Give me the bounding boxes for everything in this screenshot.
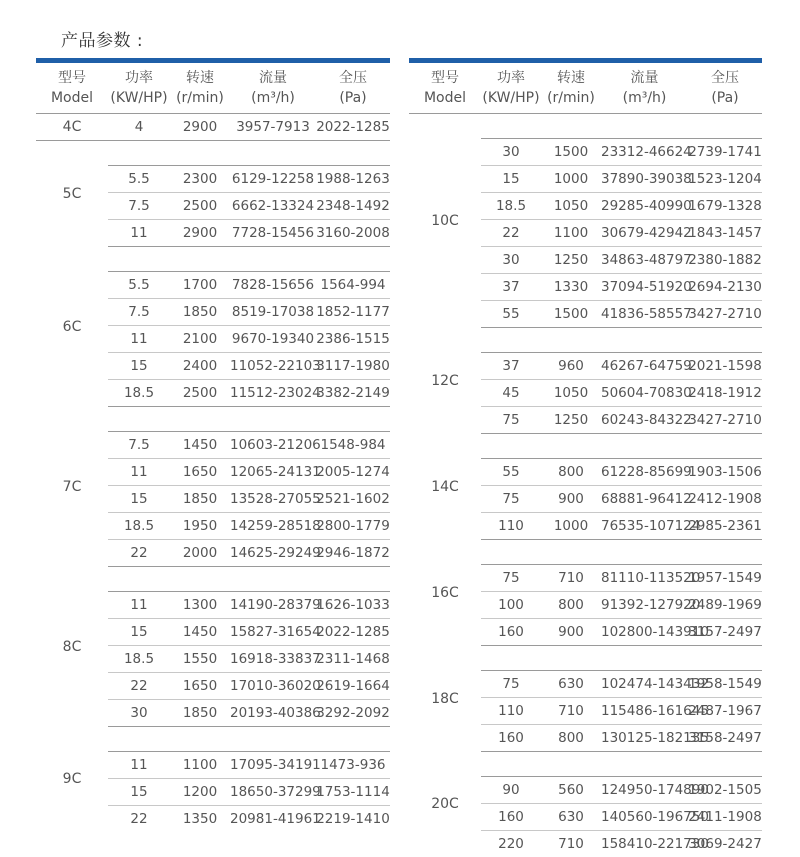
power-cell: 15 xyxy=(108,353,170,380)
header-model xyxy=(409,63,481,114)
speed-cell: 560 xyxy=(541,777,601,804)
speed-cell: 1100 xyxy=(170,752,230,779)
power-cell: 37 xyxy=(481,353,541,380)
pressure-cell: 3117-1980 xyxy=(316,353,390,380)
power-cell: 22 xyxy=(108,673,170,700)
header-airflow-zh: 流量 xyxy=(230,68,316,88)
airflow-cell: 124950-174890 xyxy=(601,777,688,804)
power-cell: 55 xyxy=(481,301,541,328)
spec-table-right xyxy=(409,63,762,857)
header-airflow-zh: 流量 xyxy=(601,68,688,88)
power-cell: 160 xyxy=(481,804,541,831)
airflow-cell: 29285-40990 xyxy=(601,193,688,220)
pressure-cell: 1903-1506 xyxy=(688,459,762,486)
pressure-cell: 2946-1872 xyxy=(316,540,390,567)
header-power-en: (KW/HP) xyxy=(108,88,170,108)
airflow-cell: 11052-22103 xyxy=(230,353,316,380)
pressure-cell: 2487-1967 xyxy=(688,698,762,725)
pressure-cell: 2005-1274 xyxy=(316,459,390,486)
pressure-cell: 3158-2497 xyxy=(688,725,762,752)
pressure-cell: 1679-1328 xyxy=(688,193,762,220)
speed-cell: 1050 xyxy=(541,380,601,407)
airflow-cell: 30679-42942 xyxy=(601,220,688,247)
spacer-cell xyxy=(481,114,762,139)
speed-cell: 1450 xyxy=(170,432,230,459)
power-cell: 15 xyxy=(108,619,170,646)
pressure-cell: 3069-2427 xyxy=(688,831,762,857)
table-row xyxy=(36,114,390,141)
pressure-cell: 2386-1515 xyxy=(316,326,390,353)
speed-cell: 800 xyxy=(541,592,601,619)
page-title: 产品参数 : xyxy=(61,26,143,51)
header-pressure-zh: 全压 xyxy=(316,68,390,88)
pressure-cell: 2985-2361 xyxy=(688,513,762,540)
airflow-cell: 20193-40386 xyxy=(230,700,316,727)
model-cell: 16C xyxy=(409,540,481,646)
model-cell: 4C xyxy=(36,114,108,141)
pressure-cell: 1852-1177 xyxy=(316,299,390,326)
header-power-zh: 功率 xyxy=(481,68,541,88)
speed-cell: 1850 xyxy=(170,486,230,513)
spacer-row xyxy=(36,247,390,272)
airflow-cell: 81110-113520 xyxy=(601,565,688,592)
airflow-cell: 16918-33837 xyxy=(230,646,316,673)
pressure-cell: 2022-1285 xyxy=(316,114,390,141)
power-cell: 18.5 xyxy=(108,646,170,673)
speed-cell: 1950 xyxy=(170,513,230,540)
airflow-cell: 20981-41961 xyxy=(230,806,316,833)
power-cell: 75 xyxy=(481,407,541,434)
power-cell: 18.5 xyxy=(108,380,170,407)
pressure-cell: 2739-1741 xyxy=(688,139,762,166)
power-cell: 22 xyxy=(108,806,170,833)
header-model-zh: 型号 xyxy=(409,68,481,88)
pressure-cell: 3427-2710 xyxy=(688,301,762,328)
power-cell: 15 xyxy=(481,166,541,193)
pressure-cell: 2348-1492 xyxy=(316,193,390,220)
speed-cell: 1700 xyxy=(170,272,230,299)
header-pressure-en: (Pa) xyxy=(316,88,390,108)
speed-cell: 1650 xyxy=(170,673,230,700)
speed-cell: 1850 xyxy=(170,700,230,727)
airflow-cell: 12065-24131 xyxy=(230,459,316,486)
power-cell: 7.5 xyxy=(108,299,170,326)
header-pressure xyxy=(688,63,762,114)
power-cell: 18.5 xyxy=(481,193,541,220)
power-cell: 30 xyxy=(481,139,541,166)
spacer-row xyxy=(409,752,762,777)
speed-cell: 2400 xyxy=(170,353,230,380)
airflow-cell: 7828-15656 xyxy=(230,272,316,299)
pressure-cell: 2800-1779 xyxy=(316,513,390,540)
airflow-cell: 140560-196750 xyxy=(601,804,688,831)
airflow-cell: 18650-37299 xyxy=(230,779,316,806)
speed-cell: 2500 xyxy=(170,193,230,220)
airflow-cell: 68881-96412 xyxy=(601,486,688,513)
speed-cell: 710 xyxy=(541,565,601,592)
airflow-cell: 6662-13324 xyxy=(230,193,316,220)
power-cell: 75 xyxy=(481,486,541,513)
speed-cell: 630 xyxy=(541,671,601,698)
speed-cell: 630 xyxy=(541,804,601,831)
speed-cell: 1450 xyxy=(170,619,230,646)
pressure-cell: 1564-994 xyxy=(316,272,390,299)
spacer-row xyxy=(409,328,762,353)
model-cell: 10C xyxy=(409,114,481,328)
airflow-cell: 37094-51920 xyxy=(601,274,688,301)
spacer-cell xyxy=(481,540,762,565)
pressure-cell: 2412-1908 xyxy=(688,486,762,513)
power-cell: 4 xyxy=(108,114,170,141)
model-cell: 18C xyxy=(409,646,481,752)
pressure-cell: 2521-1602 xyxy=(316,486,390,513)
speed-cell: 1250 xyxy=(541,407,601,434)
spacer-cell xyxy=(108,567,390,592)
power-cell: 45 xyxy=(481,380,541,407)
power-cell: 5.5 xyxy=(108,166,170,193)
speed-cell: 2900 xyxy=(170,220,230,247)
power-cell: 37 xyxy=(481,274,541,301)
power-cell: 220 xyxy=(481,831,541,857)
header-model-en: Model xyxy=(409,88,481,108)
power-cell: 22 xyxy=(108,540,170,567)
airflow-cell: 9670-19340 xyxy=(230,326,316,353)
power-cell: 75 xyxy=(481,671,541,698)
pressure-cell: 3292-2092 xyxy=(316,700,390,727)
model-cell: 8C xyxy=(36,567,108,727)
speed-cell: 2900 xyxy=(170,114,230,141)
speed-cell: 1000 xyxy=(541,166,601,193)
power-cell: 55 xyxy=(481,459,541,486)
spacer-cell xyxy=(108,247,390,272)
pressure-cell: 2021-1598 xyxy=(688,353,762,380)
speed-cell: 2500 xyxy=(170,380,230,407)
header-airflow-en: (m³/h) xyxy=(601,88,688,108)
power-cell: 11 xyxy=(108,592,170,619)
spacer-cell xyxy=(108,407,390,432)
header-power xyxy=(108,63,170,114)
speed-cell: 2300 xyxy=(170,166,230,193)
power-cell: 11 xyxy=(108,220,170,247)
speed-cell: 1000 xyxy=(541,513,601,540)
airflow-cell: 15827-31654 xyxy=(230,619,316,646)
spacer-row xyxy=(409,114,762,139)
speed-cell: 1100 xyxy=(541,220,601,247)
power-cell: 30 xyxy=(481,247,541,274)
pressure-cell: 1523-1204 xyxy=(688,166,762,193)
header-power-zh: 功率 xyxy=(108,68,170,88)
power-cell: 75 xyxy=(481,565,541,592)
pressure-cell: 2022-1285 xyxy=(316,619,390,646)
power-cell: 90 xyxy=(481,777,541,804)
spacer-cell xyxy=(108,727,390,752)
header-power-en: (KW/HP) xyxy=(481,88,541,108)
model-cell: 7C xyxy=(36,407,108,567)
pressure-cell: 1902-1505 xyxy=(688,777,762,804)
header-airflow xyxy=(230,63,316,114)
speed-cell: 1350 xyxy=(170,806,230,833)
airflow-cell: 7728-15456 xyxy=(230,220,316,247)
pressure-cell: 3427-2710 xyxy=(688,407,762,434)
airflow-cell: 50604-70830 xyxy=(601,380,688,407)
airflow-cell: 6129-12258 xyxy=(230,166,316,193)
power-cell: 15 xyxy=(108,779,170,806)
airflow-cell: 14259-28518 xyxy=(230,513,316,540)
airflow-cell: 14625-29249 xyxy=(230,540,316,567)
pressure-cell: 2311-1468 xyxy=(316,646,390,673)
airflow-cell: 91392-127920 xyxy=(601,592,688,619)
airflow-cell: 23312-46624 xyxy=(601,139,688,166)
speed-cell: 960 xyxy=(541,353,601,380)
spacer-row xyxy=(36,141,390,166)
speed-cell: 1500 xyxy=(541,139,601,166)
power-cell: 11 xyxy=(108,326,170,353)
power-cell: 100 xyxy=(481,592,541,619)
header-speed xyxy=(170,63,230,114)
model-cell: 14C xyxy=(409,434,481,540)
spacer-cell xyxy=(481,646,762,671)
speed-cell: 800 xyxy=(541,725,601,752)
power-cell: 11 xyxy=(108,459,170,486)
pressure-cell: 1626-1033 xyxy=(316,592,390,619)
power-cell: 7.5 xyxy=(108,432,170,459)
header-pressure-zh: 全压 xyxy=(688,68,762,88)
right-spec-table xyxy=(409,58,762,857)
airflow-cell: 102800-143910 xyxy=(601,619,688,646)
speed-cell: 900 xyxy=(541,486,601,513)
airflow-cell: 14190-28379 xyxy=(230,592,316,619)
power-cell: 18.5 xyxy=(108,513,170,540)
airflow-cell: 37890-39038 xyxy=(601,166,688,193)
power-cell: 22 xyxy=(481,220,541,247)
airflow-cell: 76535-107124 xyxy=(601,513,688,540)
header-model-zh: 型号 xyxy=(36,68,108,88)
airflow-cell: 10603-21206 xyxy=(230,432,316,459)
pressure-cell: 2380-1882 xyxy=(688,247,762,274)
header-speed-en: (r/min) xyxy=(541,88,601,108)
spacer-row xyxy=(409,540,762,565)
speed-cell: 1330 xyxy=(541,274,601,301)
power-cell: 160 xyxy=(481,725,541,752)
speed-cell: 1200 xyxy=(170,779,230,806)
model-cell: 9C xyxy=(36,727,108,833)
speed-cell: 710 xyxy=(541,698,601,725)
speed-cell: 1550 xyxy=(170,646,230,673)
airflow-cell: 3957-7913 xyxy=(230,114,316,141)
airflow-cell: 130125-182135 xyxy=(601,725,688,752)
pressure-cell: 1548-984 xyxy=(316,432,390,459)
airflow-cell: 13528-27055 xyxy=(230,486,316,513)
header-pressure xyxy=(316,63,390,114)
spacer-row xyxy=(36,567,390,592)
pressure-cell: 1473-936 xyxy=(316,752,390,779)
speed-cell: 1500 xyxy=(541,301,601,328)
header-speed-zh: 转速 xyxy=(170,68,230,88)
airflow-cell: 34863-48797 xyxy=(601,247,688,274)
header-speed-zh: 转速 xyxy=(541,68,601,88)
header-pressure-en: (Pa) xyxy=(688,88,762,108)
model-cell: 6C xyxy=(36,247,108,407)
speed-cell: 2100 xyxy=(170,326,230,353)
airflow-cell: 102474-143432 xyxy=(601,671,688,698)
pressure-cell: 2411-1908 xyxy=(688,804,762,831)
speed-cell: 1250 xyxy=(541,247,601,274)
speed-cell: 2000 xyxy=(170,540,230,567)
airflow-cell: 158410-221730 xyxy=(601,831,688,857)
speed-cell: 900 xyxy=(541,619,601,646)
power-cell: 110 xyxy=(481,513,541,540)
airflow-cell: 17010-36020 xyxy=(230,673,316,700)
pressure-cell: 2219-1410 xyxy=(316,806,390,833)
spacer-row xyxy=(36,407,390,432)
spacer-row xyxy=(409,434,762,459)
speed-cell: 1850 xyxy=(170,299,230,326)
speed-cell: 1300 xyxy=(170,592,230,619)
airflow-cell: 60243-84322 xyxy=(601,407,688,434)
pressure-cell: 3157-2497 xyxy=(688,619,762,646)
pressure-cell: 2619-1664 xyxy=(316,673,390,700)
airflow-cell: 46267-64759 xyxy=(601,353,688,380)
header-row xyxy=(36,63,390,114)
pressure-cell: 2694-2130 xyxy=(688,274,762,301)
spacer-cell xyxy=(481,752,762,777)
pressure-cell: 1843-1457 xyxy=(688,220,762,247)
model-cell: 12C xyxy=(409,328,481,434)
header-model xyxy=(36,63,108,114)
pressure-cell: 1988-1263 xyxy=(316,166,390,193)
pressure-cell: 2489-1969 xyxy=(688,592,762,619)
power-cell: 5.5 xyxy=(108,272,170,299)
speed-cell: 800 xyxy=(541,459,601,486)
header-airflow xyxy=(601,63,688,114)
speed-cell: 1050 xyxy=(541,193,601,220)
airflow-cell: 61228-85699 xyxy=(601,459,688,486)
airflow-cell: 17095-34191 xyxy=(230,752,316,779)
power-cell: 30 xyxy=(108,700,170,727)
airflow-cell: 41836-58557 xyxy=(601,301,688,328)
power-cell: 160 xyxy=(481,619,541,646)
speed-cell: 710 xyxy=(541,831,601,857)
header-model-en: Model xyxy=(36,88,108,108)
pressure-cell: 3160-2008 xyxy=(316,220,390,247)
pressure-cell: 1958-1549 xyxy=(688,671,762,698)
pressure-cell: 3382-2149 xyxy=(316,380,390,407)
left-spec-table xyxy=(36,58,390,832)
spacer-row xyxy=(36,727,390,752)
power-cell: 7.5 xyxy=(108,193,170,220)
header-airflow-en: (m³/h) xyxy=(230,88,316,108)
airflow-cell: 115486-161645 xyxy=(601,698,688,725)
speed-cell: 1650 xyxy=(170,459,230,486)
power-cell: 110 xyxy=(481,698,541,725)
spacer-cell xyxy=(481,328,762,353)
header-speed xyxy=(541,63,601,114)
pressure-cell: 2418-1912 xyxy=(688,380,762,407)
spacer-cell xyxy=(481,434,762,459)
spec-table-left xyxy=(36,63,390,832)
header-power xyxy=(481,63,541,114)
model-cell: 5C xyxy=(36,141,108,247)
pressure-cell: 1957-1549 xyxy=(688,565,762,592)
spacer-row xyxy=(409,646,762,671)
power-cell: 15 xyxy=(108,486,170,513)
model-cell: 20C xyxy=(409,752,481,857)
power-cell: 11 xyxy=(108,752,170,779)
header-speed-en: (r/min) xyxy=(170,88,230,108)
spacer-cell xyxy=(108,141,390,166)
pressure-cell: 1753-1114 xyxy=(316,779,390,806)
header-row xyxy=(409,63,762,114)
airflow-cell: 11512-23024 xyxy=(230,380,316,407)
airflow-cell: 8519-17038 xyxy=(230,299,316,326)
